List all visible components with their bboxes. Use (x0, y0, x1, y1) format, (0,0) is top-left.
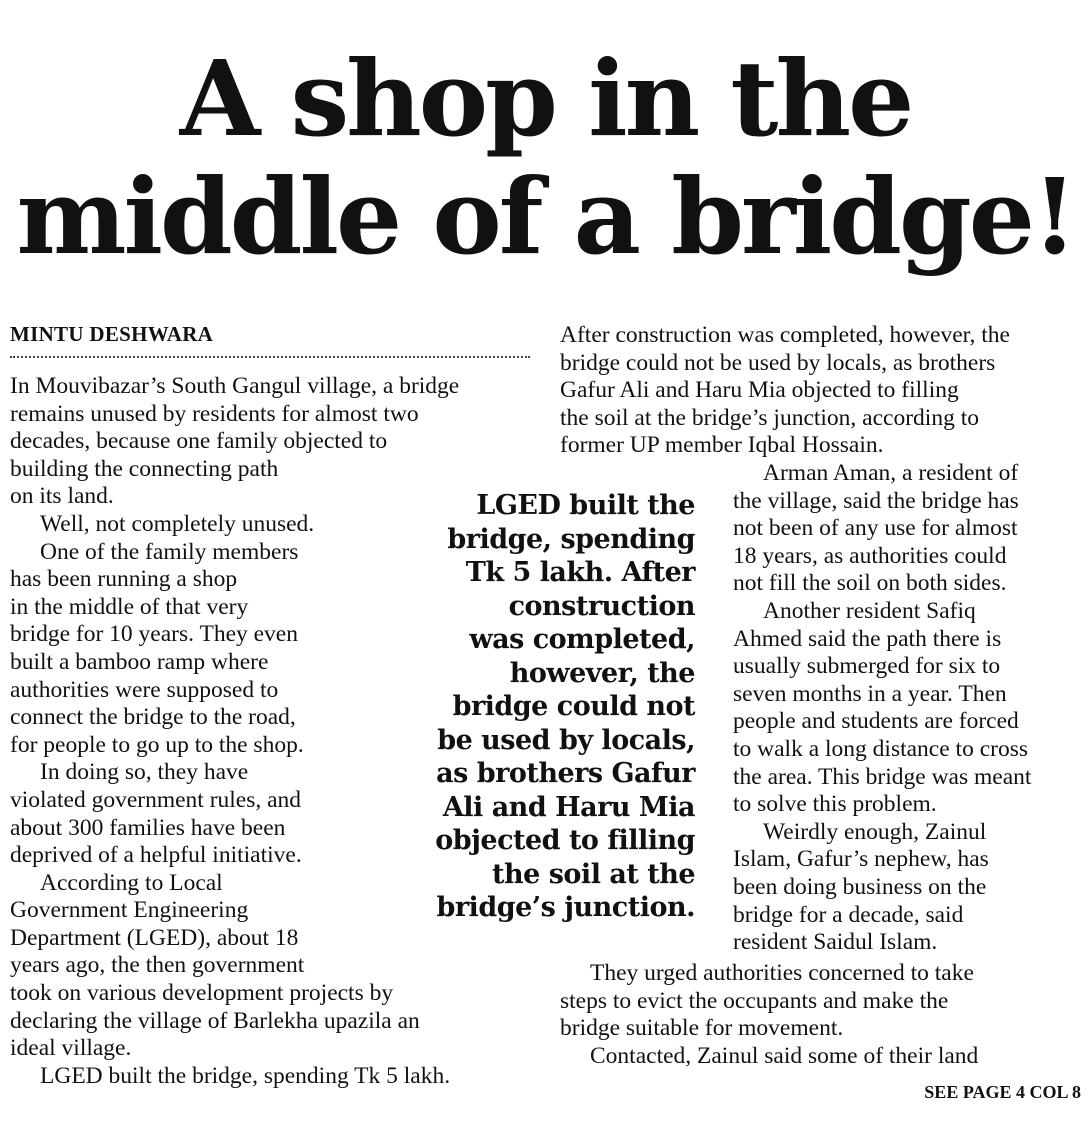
pull-quote-line: bridge could not (452, 691, 695, 722)
pull-quote-line: however, the (509, 657, 695, 689)
pull-quote-line: be used by locals, (437, 724, 695, 756)
text-line: In Mouvibazar’s South Gangul village, a bridge (10, 373, 460, 399)
text-line: seven months in a year. Then (733, 680, 1007, 707)
text-line: One of the family members (40, 538, 299, 565)
text-line: been doing business on the (733, 873, 987, 900)
text-line: authorities were supposed to (10, 676, 279, 703)
text-line: not fill the soil on both sides. (733, 570, 1007, 597)
text-line: has been running a shop (10, 566, 238, 593)
text-line: on its land. (10, 483, 114, 510)
text-line: Ahmed said the path there is (733, 625, 1002, 652)
text-line: the soil at the bridge’s junction, according to (560, 404, 979, 431)
headline-line-2: middle of a bridge! (16, 155, 1075, 278)
text-line: built a bamboo ramp where (10, 648, 269, 675)
text-line: not been of any use for almost (733, 515, 1018, 542)
right-column-bottom (560, 960, 978, 1070)
pull-quote-line: construction (508, 590, 695, 622)
text-line: to walk a long distance to cross (733, 735, 1028, 762)
text-line: LGED built the bridge, spending Tk 5 lakh. (40, 1062, 451, 1089)
text-line: bridge suitable for movement. (560, 1015, 844, 1042)
text-line: declaring the village of Barlekha upazila an (10, 1007, 420, 1034)
text-line: years ago, the then government (10, 952, 305, 979)
text-line: deprived of a helpful initiative. (10, 842, 302, 869)
text-line: the village, said the bridge has (733, 487, 1019, 514)
pull-quote-line: Tk 5 lakh. After (465, 557, 695, 588)
text-line: Another resident Safiq (763, 597, 976, 624)
text-line: Gafur Ali and Haru Mia objected to filling (560, 377, 959, 404)
text-line: bridge for 10 years. They even (10, 621, 298, 648)
jump-line: SEE PAGE 4 COL 8 (924, 1082, 1081, 1102)
text-line: bridge could not be used by locals, as brothers (560, 349, 996, 376)
text-line: bridge for a decade, said (733, 901, 964, 928)
text-line: After construction was completed, however, the (560, 322, 1010, 348)
text-line: in the middle of that very (10, 593, 249, 620)
pull-quote-line: as brothers Gafur (436, 758, 695, 789)
text-line: resident Saidul Islam. (733, 929, 938, 956)
text-line: usually submerged for six to (733, 653, 1001, 680)
text-line: building the connecting path (10, 455, 279, 482)
left-column (10, 373, 459, 1090)
text-line: the area. This bridge was meant (733, 763, 1032, 790)
text-line: Arman Aman, a resident of (763, 460, 1019, 486)
text-line: former UP member Iqbal Hossain. (560, 432, 884, 459)
text-line: According to Local (40, 869, 223, 896)
pull-quote-line: LGED built the (476, 490, 695, 521)
headline-line-1: A shop in the (179, 37, 912, 160)
text-line: to solve this problem. (733, 791, 937, 818)
right-column-top (560, 322, 1010, 460)
right-column-middle (733, 460, 1031, 957)
text-line: In doing so, they have (40, 759, 249, 786)
text-line: Department (LGED), about 18 (10, 924, 299, 951)
pull-quote-line: the soil at the (492, 858, 695, 890)
pull-quote-line: Ali and Haru Mia (442, 791, 695, 823)
text-line: Islam, Gafur’s nephew, has (733, 846, 989, 873)
text-line: Well, not completely unused. (40, 510, 315, 537)
pull-quote-line: bridge’s junction. (436, 892, 695, 923)
text-line: people and students are forced (733, 708, 1019, 735)
pull-quote-line: bridge, spending (447, 523, 695, 555)
text-line: Contacted, Zainul said some of their land (590, 1042, 979, 1069)
text-line: for people to go up to the shop. (10, 731, 304, 758)
headline (0, 37, 1091, 278)
text-line: connect the bridge to the road, (10, 704, 296, 731)
text-line: about 300 families have been (10, 814, 286, 841)
text-line: They urged authorities concerned to take (590, 960, 974, 986)
pull-quote-line: objected to filling (435, 825, 695, 856)
text-line: remains unused by residents for almost two (10, 400, 419, 427)
pull-quote-line: was completed, (469, 624, 695, 655)
text-line: steps to evict the occupants and make the (560, 987, 949, 1014)
text-line: ideal village. (10, 1035, 132, 1062)
text-line: Weirdly enough, Zainul (763, 818, 987, 845)
byline-divider (10, 356, 530, 358)
text-line: Government Engineering (10, 897, 249, 924)
text-line: violated government rules, and (10, 786, 302, 813)
text-line: took on various development projects by (10, 980, 394, 1007)
byline: MINTU DESHWARA (10, 322, 214, 346)
pull-quote (395, 489, 695, 925)
text-line: 18 years, as authorities could (733, 542, 1007, 569)
text-line: decades, because one family objected to (10, 428, 388, 455)
